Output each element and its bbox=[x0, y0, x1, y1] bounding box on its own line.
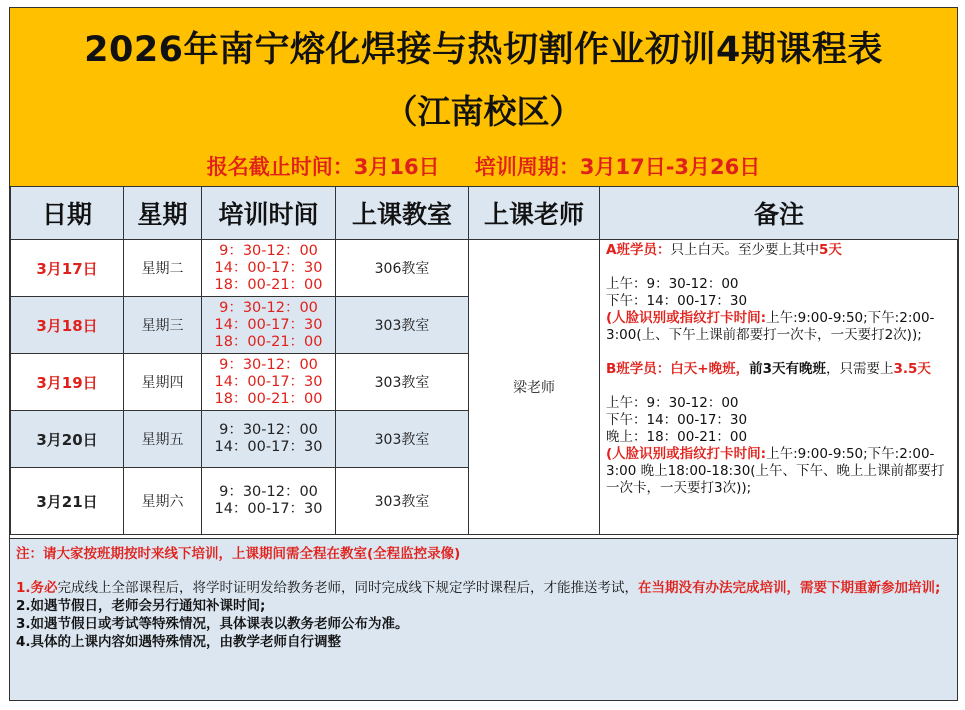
table-header-row bbox=[11, 187, 959, 240]
schedule-table bbox=[10, 186, 959, 535]
note-b-checkin bbox=[606, 446, 952, 497]
time-slot: 14：00-17：30 bbox=[214, 259, 323, 276]
row-date: 3月21日 bbox=[11, 468, 124, 535]
registration-deadline: 报名截止时间：3月16日 bbox=[206, 155, 440, 179]
schedule-sheet bbox=[9, 7, 958, 701]
col-header-room: 上课教室 bbox=[336, 187, 469, 240]
time-slot: 14：00-17：30 bbox=[214, 501, 323, 517]
col-header-date: 日期 bbox=[11, 187, 124, 240]
row-weekday: 星期五 bbox=[124, 411, 202, 468]
table-row bbox=[11, 240, 959, 297]
time-slot: 9：30-12：00 bbox=[219, 422, 318, 438]
footer-notes bbox=[10, 538, 957, 700]
header-banner bbox=[10, 8, 957, 187]
time-slot: 18：00-21：00 bbox=[214, 276, 323, 293]
training-period: 培训周期：3月17日-3月26日 bbox=[474, 155, 761, 179]
footer-line-5: 4.具体的上课内容如遇特殊情况，由教学老师自行调整 bbox=[16, 634, 342, 650]
row-weekday: 星期四 bbox=[124, 354, 202, 411]
note-b-label: B班学员：白天+晚班， bbox=[606, 361, 750, 377]
note-b-text: ，只需要上 bbox=[826, 361, 894, 377]
time-slot: 14：00-17：30 bbox=[214, 373, 323, 390]
note-a-line bbox=[606, 242, 952, 259]
note-b-night: 晚上：18：00-21：00 bbox=[606, 429, 748, 445]
note-b-days: 3.5天 bbox=[893, 361, 931, 377]
row-times bbox=[202, 354, 336, 411]
row-date: 3月20日 bbox=[11, 411, 124, 468]
note-a-morning: 上午：9：30-12：00 bbox=[606, 276, 739, 292]
note-a-days: 5天 bbox=[818, 242, 842, 258]
deadline-line bbox=[10, 151, 957, 181]
note-b-line bbox=[606, 361, 952, 378]
notes-cell bbox=[600, 240, 959, 535]
time-slot: 14：00-17：30 bbox=[214, 439, 323, 455]
col-header-weekday: 星期 bbox=[124, 187, 202, 240]
col-header-time: 培训时间 bbox=[202, 187, 336, 240]
time-slot: 9：30-12：00 bbox=[219, 242, 318, 259]
row-times bbox=[202, 240, 336, 297]
time-slot: 9：30-12：00 bbox=[219, 356, 318, 373]
note-a-label: A班学员： bbox=[606, 242, 671, 258]
time-slot: 18：00-21：00 bbox=[214, 390, 323, 407]
row-weekday: 星期二 bbox=[124, 240, 202, 297]
note-b-afternoon: 下午：14：00-17：30 bbox=[606, 412, 748, 428]
row-room: 303教室 bbox=[336, 411, 469, 468]
row-date: 3月17日 bbox=[11, 240, 124, 297]
col-header-teacher: 上课老师 bbox=[469, 187, 600, 240]
page-title: 2026年南宁熔化焊接与热切割作业初训4期课程表 bbox=[84, 30, 883, 70]
footer-line-2 bbox=[16, 579, 951, 597]
note-b-checkin-label: (人脸识别或指纹打卡时间: bbox=[606, 446, 767, 462]
time-slot: 14：00-17：30 bbox=[214, 316, 323, 333]
note-a-checkin-label: (人脸识别或指纹打卡时间: bbox=[606, 310, 767, 326]
footer-line-3: 2.如遇节假日，老师会另行通知补课时间; bbox=[16, 598, 266, 614]
row-date: 3月19日 bbox=[11, 354, 124, 411]
row-times bbox=[202, 468, 336, 535]
note-a-checkin-text: 上午:9:00-9:50;下午:2:00-3:00(上、下午上课前都要打一次卡，一天要打2次)); bbox=[606, 310, 935, 343]
row-times bbox=[202, 411, 336, 468]
note-b-evening: 前3天有晚班 bbox=[749, 361, 827, 377]
row-room: 303教室 bbox=[336, 468, 469, 535]
time-slot: 9：30-12：00 bbox=[219, 484, 318, 500]
footer-line-1: 注：请大家按班期按时来线下培训，上课期间需全程在教室(全程监控录像) bbox=[16, 546, 461, 562]
time-slot: 9：30-12：00 bbox=[219, 299, 318, 316]
note-b-morning: 上午：9：30-12：00 bbox=[606, 395, 739, 411]
campus-subtitle: （江南校区） bbox=[384, 92, 583, 131]
row-room: 303教室 bbox=[336, 354, 469, 411]
note-b-checkin-text: 上午:9:00-9:50;下午:2:00-3:00 晚上18:00-18:30(上午、下午、晚上上课前都要打一次卡，一天要打3次)); bbox=[606, 446, 945, 496]
teacher-cell: 梁老师 bbox=[469, 240, 600, 535]
note-a-afternoon: 下午：14：00-17：30 bbox=[606, 293, 748, 309]
row-room: 306教室 bbox=[336, 240, 469, 297]
note-a-text: 只上白天。至少要上其中 bbox=[670, 242, 819, 258]
time-slot: 18：00-21：00 bbox=[214, 333, 323, 350]
footer-line-2-text: 完成线上全部课程后，将学时证明发给教务老师，同时完成线下规定学时课程后，才能推送考试， bbox=[57, 580, 639, 596]
note-a-checkin bbox=[606, 310, 952, 344]
col-header-notes: 备注 bbox=[600, 187, 959, 240]
row-weekday: 星期三 bbox=[124, 297, 202, 354]
footer-line-2-bold: 务必 bbox=[30, 580, 58, 596]
row-room: 303教室 bbox=[336, 297, 469, 354]
footer-line-4: 3.如遇节假日或考试等特殊情况，具体课表以教务老师公布为准。 bbox=[16, 616, 409, 632]
footer-line-2-red: 在当期没有办法完成培训，需要下期重新参加培训; bbox=[638, 580, 941, 596]
row-weekday: 星期六 bbox=[124, 468, 202, 535]
footer-line-2-num: 1. bbox=[16, 580, 31, 596]
row-times bbox=[202, 297, 336, 354]
row-date: 3月18日 bbox=[11, 297, 124, 354]
